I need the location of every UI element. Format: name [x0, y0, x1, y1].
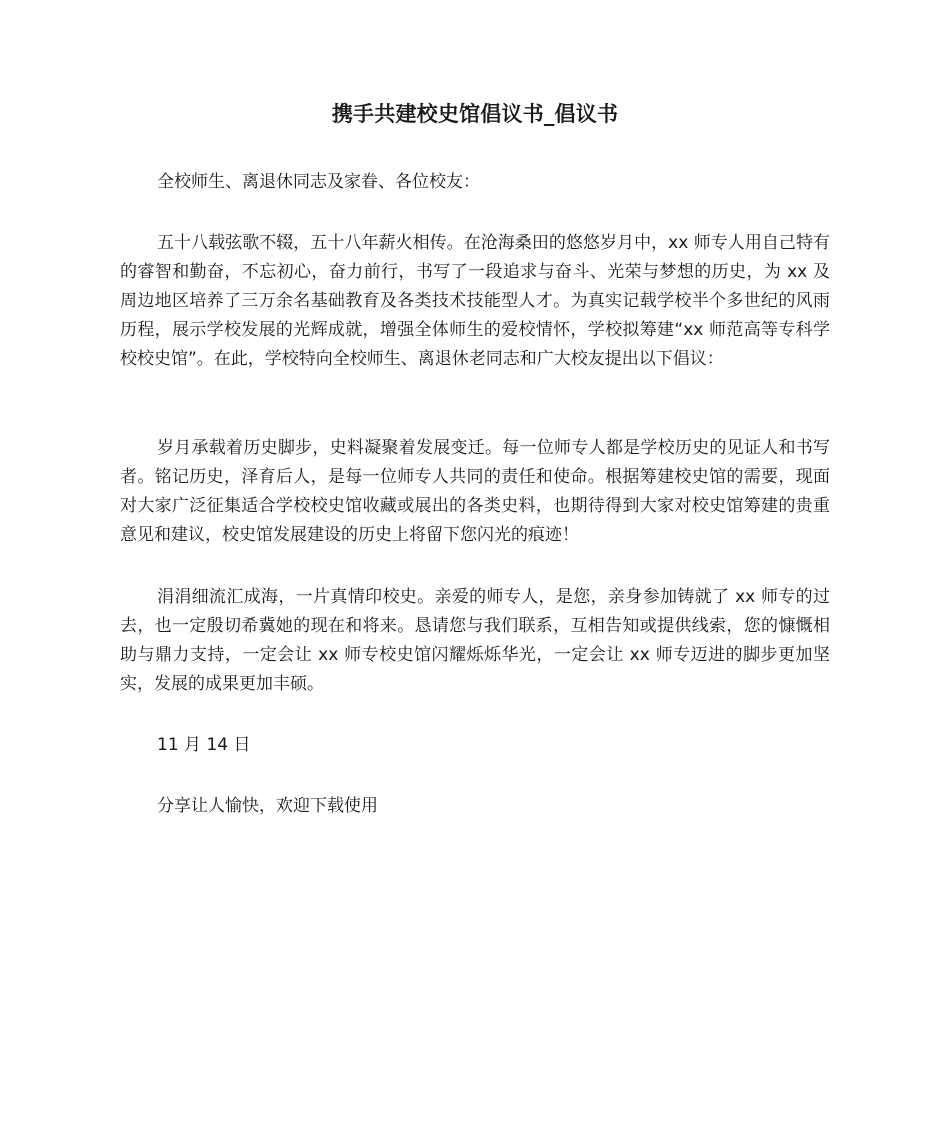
- share-note: 分享让人愉快，欢迎下载使用: [157, 796, 378, 816]
- paragraph-2: 岁月承载着历史脚步，史料凝聚着发展变迁。每一位师专人都是学校历史的见证人和书写者。铭记历史，泽育后人，是每一位师专人共同的责任和使命。根据筹建校史馆的需要，现面对大家广泛征集适合学校校史馆收藏或展出的各类史料，也期待得到大家对校史馆筹建的贵重意见和建议，校史馆发展建设的历史上将留下您闪光的痕迹！: [120, 438, 830, 545]
- document-title: 携手共建校史馆倡议书_倡议书: [331, 102, 619, 126]
- date-line: 11 月 14 日: [157, 735, 251, 755]
- paragraph-3: 涓涓细流汇成海，一片真情印校史。亲爱的师专人，是您，亲身参加铸就了 xx 师专的过去，也一定殷切希冀她的现在和将来。恳请您与我们联系，互相告知或提供线索，您的慷慨相助与鼎力支持，一定会让 xx 师专校史馆闪耀烁烁华光，一定会让 xx 师专迈进的脚步更加坚实，发展的成果更加丰硕。: [120, 587, 830, 694]
- paragraph-1: 五十八载弦歌不辍，五十八年薪火相传。在沧海桑田的悠悠岁月中，xx 师专人用自己特有的睿智和勤奋，不忘初心，奋力前行，书写了一段追求与奋斗、光荣与梦想的历史，为 xx 及周边地区培养了三万余名基础教育及各类技术技能型人才。为真实记载学校半个多世纪的风雨历程，展示学校发展的光辉成就，增强全体师生的爱校情怀，学校拟筹建“xx 师范高等专科学校校史馆”。在此，学校特向全校师生、离退休老同志和广大校友提出以下倡议：: [120, 233, 830, 369]
- salutation: 全校师生、离退休同志及家眷、各位校友：: [157, 172, 480, 192]
